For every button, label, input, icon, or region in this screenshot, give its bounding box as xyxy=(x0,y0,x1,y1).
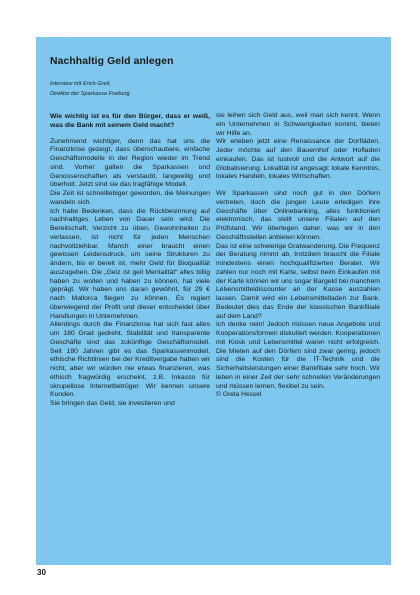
photo-credit xyxy=(216,391,380,400)
article-title: Nachhaltig Geld anlegen xyxy=(50,56,174,67)
interviewee-role: Direktor der Sparkasse Freiburg xyxy=(50,91,130,97)
right-column xyxy=(216,112,380,400)
paragraph: Allerdings durch die Finanzkrise hat sich fast alles um 180 Grad gedreht. Stabilität und transparente Geschäfte sind das zukünftige Geschäftsmodell. Seit 180 Jahren gibt es das Sparkassenmodell, ethische Richtlinien bei der Kreditvergabe haben wir nicht, aber wir würden nie etwas finanzieren, was ethisch fragwürdig erscheint, z.B. Inkasso für skrupellose Internetbetrüger. Wir kennen unsere Kunden. xyxy=(50,321,210,399)
copyright-icon: © xyxy=(216,391,221,399)
paragraph: Sie bringen das Geld, sie investieren und xyxy=(50,400,175,407)
credit-name: Greta Hessel xyxy=(222,391,262,399)
page-number: 30 xyxy=(37,568,46,577)
paragraph: Ich denke nein! Jedoch müssen neue Angebote und Kooperationsformen diskutiert werden. Kooperationen mit Kiosk und Lebensmittel waren nicht erfolgreich. Die Mieten auf den Dörfern sind zwar gering, jedoch sind die Kosten für die IT-Technik und die Sicherheitsleistungen einer Bankfiliale sehr hoch. Wir leben in einer Zeit der sehr schnellen Veränderungen und müssen lernen, flexibel zu sein. xyxy=(216,321,380,390)
paragraph: Wir Sparkassen sind noch gut in den Dörfern vertreten, doch die jungen Leute erledigen ihre Geschäfte über Onlinebanking, alles funktioniert elektronisch, das stellt unsere Filialen auf den Prüfstand. Wir überlegen daher, was wir in den Geschäftsstellen anbieten können. xyxy=(216,190,380,241)
paragraph: Die Zeit ist schnelllebiger geworden, die Meinungen wandeln sich. xyxy=(50,190,210,206)
paragraph: Ich habe Bedenken, dass die Rückbesinnung auf nachhaltiges Leben von Dauer sein wird. Die Bereitschaft, Verzicht zu üben, Gewohnheiten zu verlassen, ist nicht für jeden Menschen nachvollziehbar. Manch einer braucht einen gewissen Leidensdruck, um seine Strukturen zu ändern, bis er bereit ist, mehr Geld für Bioqualität auszugeben. Die „Geiz ist geil Mentalität“ alles billig haben zu wollen und haben zu können, hat viele geprägt. Wir haben uns daran gewöhnt, für 29 € nach Mallorca fliegen zu können. Es regiert überwiegend der Profit und dieser entscheidet über Handlungen in Unternehmen. xyxy=(50,207,210,320)
article-panel xyxy=(36,37,391,565)
paragraph: Das ist eine schwierige Gratwanderung. Die Frequenz der Beratung nimmt ab, trotzdem braucht die Filiale mindestens einen hochqualifizierten Berater. Wir zahlen nur noch mit Karte, selbst beim Einkaufen mit der Karte können wir uns sogar Bargeld bei manchem Lebensmitteldiscounter an der Kasse auszahlen lassen. Damit wird ein Lebensmittelladen zur Bank. Bedeutet dies das Ende der klassischen Bankfiliale auf dem Land? xyxy=(216,242,380,320)
interviewee-line: Interview mit Erich Greil, xyxy=(50,81,111,87)
paragraph: Zunehmend wichtiger, denn das hat uns die Finanzkrise gezeigt, dass überschaubare, einfache Geschäftsmodelle in der Region wieder im Trend sind. Vorher galten die Sparkassen und Genossenschaften als verstaubt, langweilig und überholt. Jetzt sind sie das tragfähige Modell. xyxy=(50,137,210,189)
paragraph: sie leihen sich Geld aus, weil man sich kennt. Wenn ein Unternehmen in Schwierigkeiten kommt, bieten wir Hilfe an. xyxy=(216,112,380,137)
right-column-body xyxy=(216,112,380,391)
left-column xyxy=(50,113,210,409)
interview-info xyxy=(50,79,130,99)
paragraph: Wir erleben jetzt eine Renaissance der Dorfläden. Jeder möchte auf den Bauernhof oder Hofladen einkaufen. Das ist lustvoll und die Antwort auf die Globalisierung. Lokalität ist angesagt: lokale Kenntnis, lokales Handeln, lokales Wirtschaften. xyxy=(216,138,380,181)
question: Wie wichtig ist es für den Bürger, dass er weiß, was die Bank mit seinem Geld macht? xyxy=(50,113,210,129)
